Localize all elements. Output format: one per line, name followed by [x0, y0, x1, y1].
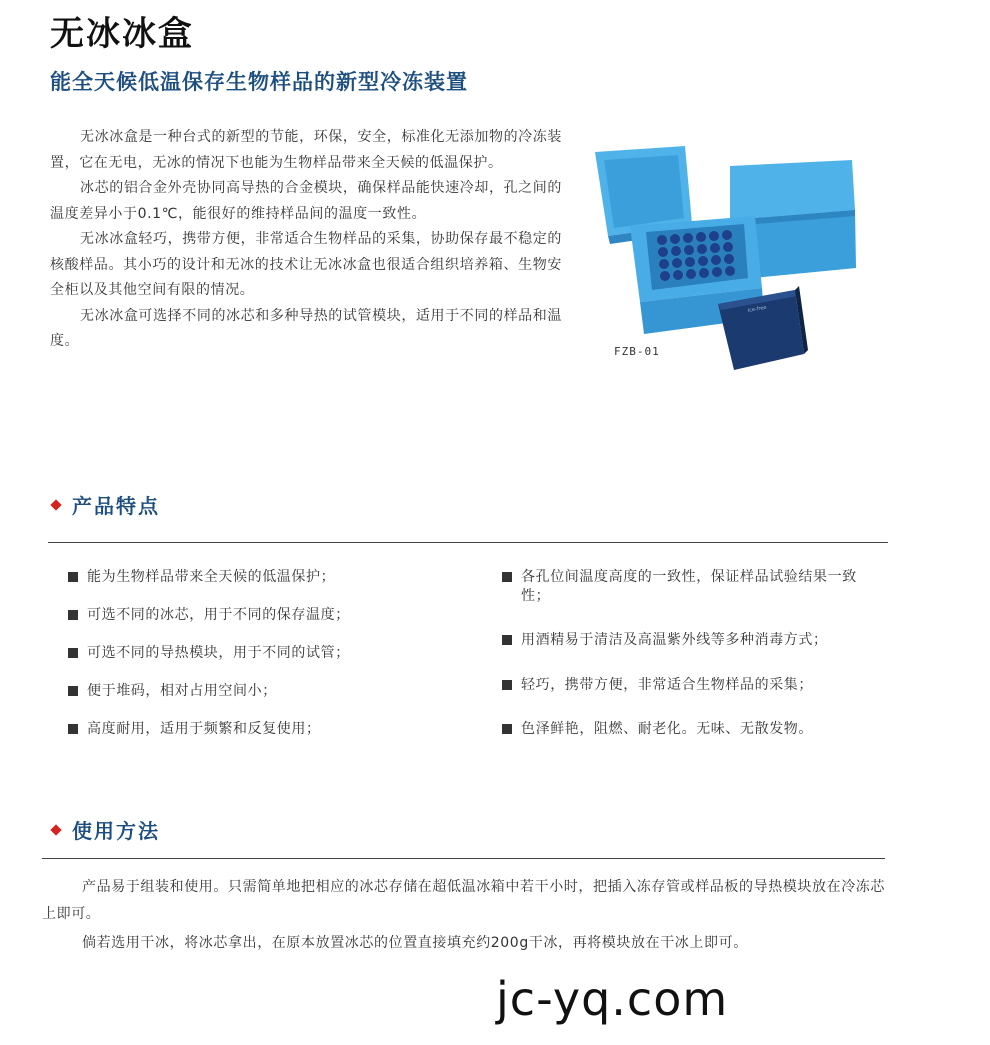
feature-item: [68, 682, 277, 701]
feature-text: 可选不同的导热模块，用于不同的试管；: [87, 645, 350, 661]
feature-item: [68, 644, 350, 663]
square-bullet-icon: [502, 572, 512, 582]
square-bullet-icon: [68, 686, 78, 696]
feature-item: [68, 720, 321, 739]
page-title: 无冰冰盒: [50, 14, 194, 54]
square-bullet-icon: [68, 610, 78, 620]
square-bullet-icon: [502, 635, 512, 645]
usage-divider: [42, 858, 885, 859]
feature-text: 便于堆码，相对占用空间小；: [87, 683, 277, 699]
feature-text: 轻巧，携带方便，非常适合生物样品的采集；: [521, 677, 813, 693]
product-image: [590, 140, 870, 380]
usage-text: [42, 874, 887, 957]
usage-paragraph: 倘若选用干冰，将冰芯拿出，在原本放置冰芯的位置直接填充约200g干冰，再将模块放在干冰上即可。: [82, 935, 748, 951]
square-bullet-icon: [502, 724, 512, 734]
intro-paragraph: 无冰冰盒可选择不同的冰芯和多种导热的试管模块，适用于不同的样品和温度。: [50, 307, 562, 349]
footer-url: jc-yq.com: [496, 972, 729, 1026]
square-bullet-icon: [68, 724, 78, 734]
intro-text: [50, 125, 562, 355]
feature-item: [502, 720, 813, 739]
features-divider: [48, 542, 888, 543]
square-bullet-icon: [68, 648, 78, 658]
feature-text: 高度耐用，适用于频繁和反复使用；: [87, 721, 321, 737]
feature-item: [502, 631, 828, 650]
usage-paragraph: 产品易于组装和使用。只需简单地把相应的冰芯存储在超低温冰箱中若干小时，把插入冻存管或样品板的导热模块放在冷冻芯上即可。: [42, 879, 885, 922]
features-heading: [48, 490, 160, 519]
feature-item: [68, 606, 350, 625]
intro-paragraph: 冰芯的铝合金外壳协同高导热的合金模块，确保样品能快速冷却，孔之间的温度差异小于0.1℃，能很好的维持样品间的温度一致性。: [50, 180, 562, 222]
feature-item: [68, 568, 335, 587]
features-right-column: [502, 568, 882, 748]
feature-text: 色泽鲜艳，阻燃、耐老化。无味、无散发物。: [521, 721, 813, 737]
feature-item: [502, 676, 813, 695]
feature-text: 可选不同的冰芯，用于不同的保存温度；: [87, 607, 350, 623]
intro-paragraph: 无冰冰盒轻巧，携带方便，非常适合生物样品的采集，协助保存最不稳定的核酸样品。其小巧的设计和无冰的技术让无冰冰盒也很适合组织培养箱、生物安全柜以及其他空间有限的情况。: [50, 231, 562, 298]
features-title: 产品特点: [72, 494, 160, 518]
usage-title: 使用方法: [72, 819, 160, 843]
square-bullet-icon: [68, 572, 78, 582]
feature-text: 各孔位间温度高度的一致性，保证样品试验结果一致性；: [521, 569, 857, 604]
page-subtitle: 能全天候低温保存生物样品的新型冷冻装置: [50, 70, 468, 94]
square-bullet-icon: [502, 680, 512, 690]
ice-free-box-illustration: [590, 140, 870, 380]
feature-item: [502, 568, 862, 606]
feature-text: 用酒精易于清洁及高温紫外线等多种消毒方式；: [521, 632, 828, 648]
feature-text: 能为生物样品带来全天候的低温保护；: [87, 569, 336, 585]
intro-paragraph: 无冰冰盒是一种台式的新型的节能，环保，安全，标准化无添加物的冷冻装置，它在无电，无冰的情况下也能为生物样品带来全天候的低温保护。: [50, 129, 562, 171]
diamond-bullet-icon: [50, 499, 61, 510]
product-caption: FZB-01: [614, 345, 660, 358]
features-left-column: [68, 568, 468, 748]
svg-text:Ice-free: Ice-free: [747, 304, 768, 314]
usage-heading: [48, 815, 160, 844]
diamond-bullet-icon: [50, 824, 61, 835]
